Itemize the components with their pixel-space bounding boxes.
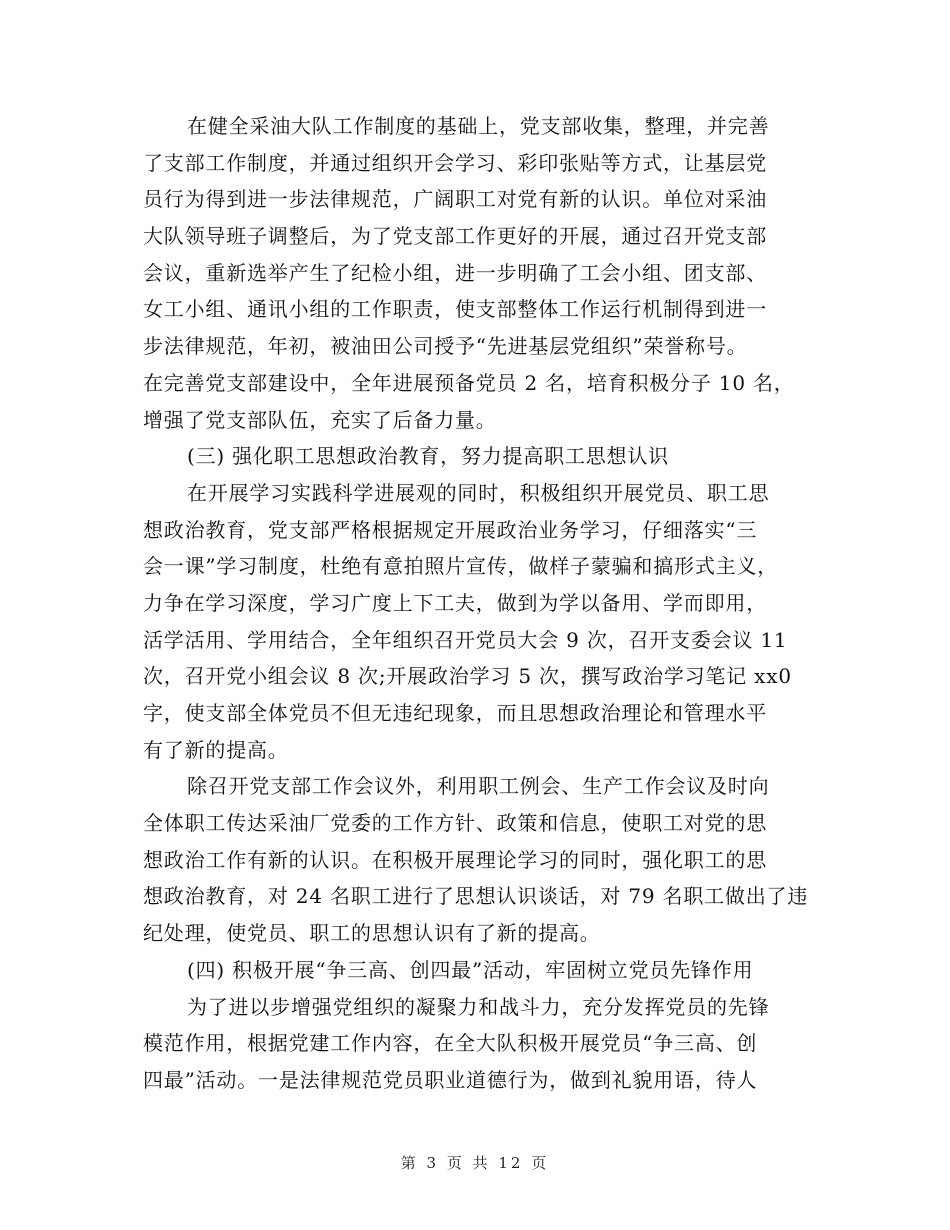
paragraph-line: 增强了党支部队伍，充实了后备力量。 bbox=[143, 407, 497, 432]
paragraph-line: 在开展学习实践科学进展观的同时，积极组织开展党员、职工思 bbox=[187, 480, 770, 505]
paragraph-line: 会议，重新选举产生了纪检小组，进一步明确了工会小组、团支部、 bbox=[143, 260, 767, 285]
paragraph-line: 想政治教育，对 24 名职工进行了思想认识谈话，对 79 名职工做出了违 bbox=[143, 884, 809, 909]
paragraph-line: 步法律规范，年初，被油田公司授予“先进基层党组织”荣誉称号。 bbox=[143, 334, 748, 359]
paragraph-line: 女工小组、通讯小组的工作职责，使支部整体工作运行机制得到进一 bbox=[143, 297, 767, 322]
paragraph-line: 为了进以步增强党组织的凝聚力和战斗力，充分发挥党员的先锋 bbox=[187, 994, 770, 1019]
paragraph-line: 力争在学习深度，学习广度上下工夫，做到为学以备用、学而即用， bbox=[143, 590, 767, 615]
section-heading: (四) 积极开展“争三高、创四最”活动，牢固树立党员先锋作用 bbox=[187, 957, 754, 982]
paragraph-line: 除召开党支部工作会议外，利用职工例会、生产工作会议及时向 bbox=[187, 774, 770, 799]
paragraph-line: 会一课”学习制度，杜绝有意拍照片宣传，做样子蒙骗和搞形式主义， bbox=[143, 554, 779, 579]
document-body bbox=[143, 108, 813, 1099]
page-number-footer: 第 3 页 共 12 页 bbox=[400, 1154, 550, 1172]
paragraph-line: 在完善党支部建设中，全年进展预备党员 2 名，培育积极分子 10 名， bbox=[143, 370, 795, 395]
paragraph-line: 了支部工作制度，并通过组织开会学习、彩印张贴等方式，让基层党 bbox=[143, 150, 767, 175]
paragraph-line: 纪处理，使党员、职工的思想认识有了新的提高。 bbox=[143, 921, 601, 946]
paragraph-line: 全体职工传达采油厂党委的工作方针、政策和信息，使职工对党的思 bbox=[143, 811, 767, 836]
paragraph-line: 字，使支部全体党员不但无违纪现象，而且思想政治理论和管理水平 bbox=[143, 701, 767, 725]
paragraph-line: 活学活用、学用结合，全年组织召开党员大会 9 次，召开支委会议 11 bbox=[143, 627, 788, 652]
paragraph-line: 想政治工作有新的认识。在积极开展理论学习的同时，强化职工的思 bbox=[143, 847, 767, 872]
paragraph-line: 员行为得到进一步法律规范，广阔职工对党有新的认识。单位对采油 bbox=[143, 187, 767, 212]
paragraph-line: 四最”活动。一是法律规范党员职业道德行为，做到礼貌用语，待人 bbox=[143, 1067, 758, 1092]
paragraph-line: 大队领导班子调整后，为了党支部工作更好的开展，通过召开党支部 bbox=[143, 224, 767, 249]
section-heading: (三) 强化职工思想政治教育，努力提高职工思想认识 bbox=[187, 444, 669, 469]
paragraph-line: 在健全采油大队工作制度的基础上，党支部收集，整理，并完善 bbox=[187, 114, 770, 138]
paragraph-line: 想政治教育，党支部严格根据规定开展政治业务学习，仔细落实“三 bbox=[143, 517, 758, 542]
paragraph-line: 次，召开党小组会议 8 次;开展政治学习 5 次，撰写政治学习笔记 xx0 bbox=[143, 664, 792, 689]
paragraph-line: 模范作用，根据党建工作内容，在全大队积极开展党员“争三高、创 bbox=[143, 1031, 758, 1056]
paragraph-line: 有了新的提高。 bbox=[143, 737, 289, 762]
